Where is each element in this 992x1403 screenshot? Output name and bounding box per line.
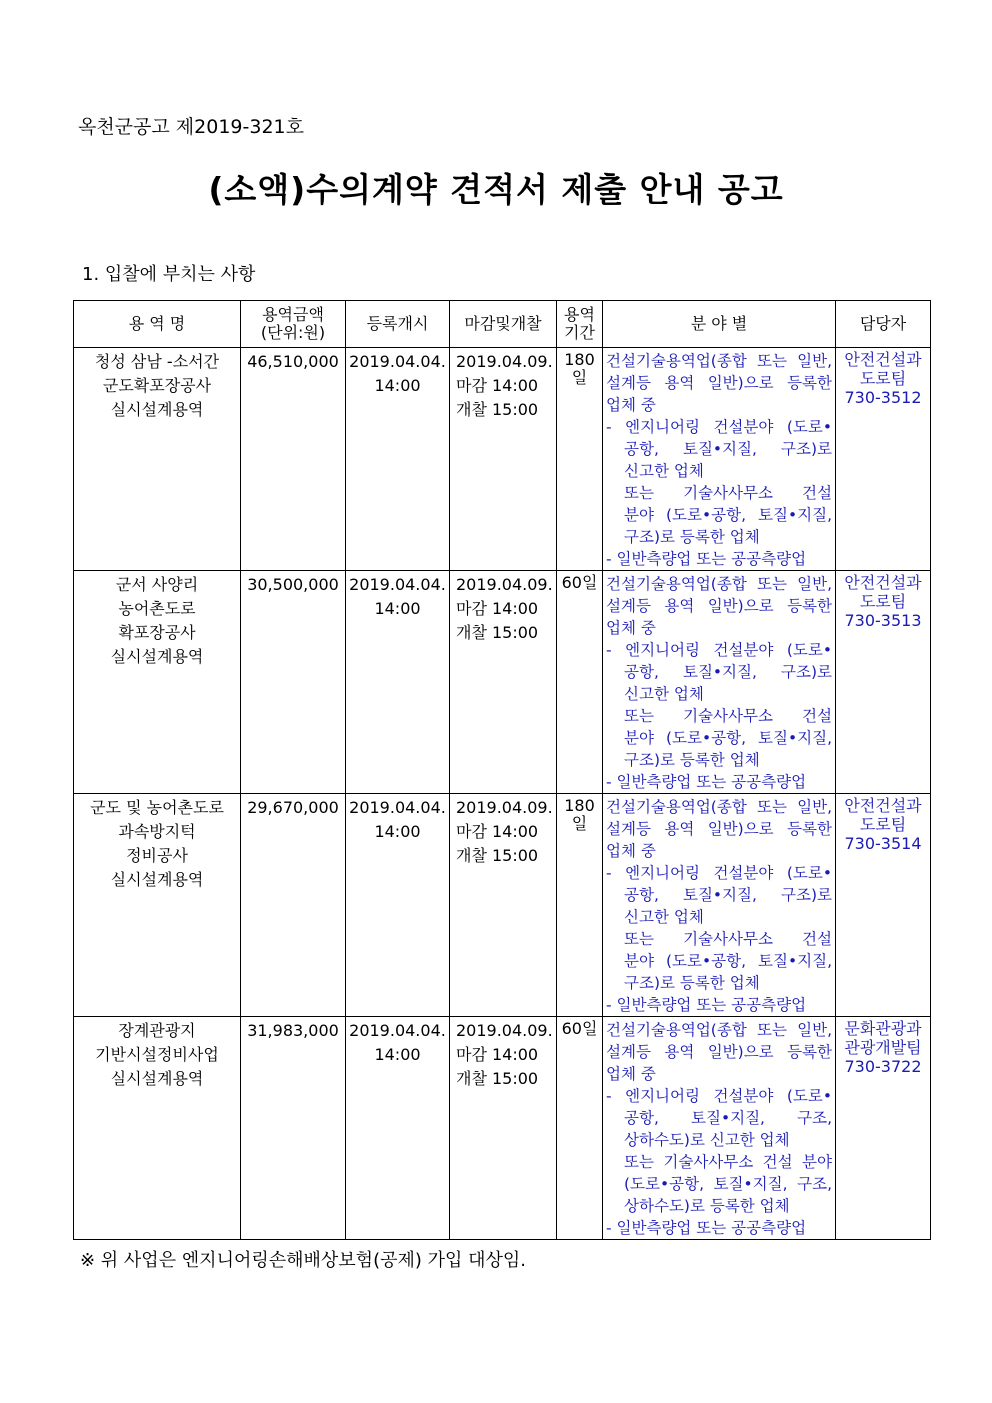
contact-line: 도로팀	[859, 815, 907, 834]
header-period-line1: 용역	[564, 305, 595, 324]
open-time: 개찰 15:00	[456, 846, 539, 865]
cell-contact	[836, 1017, 931, 1240]
field-line: 분야 (도로•공항, 토질•지질,	[624, 506, 832, 524]
contact-line: 730-3513	[844, 611, 922, 630]
field-line: 업체 중	[606, 619, 656, 637]
open-time: 개찰 15:00	[456, 1069, 539, 1088]
header-contact: 담당자	[836, 301, 931, 348]
contact-line: 도로팀	[859, 592, 907, 611]
cell-close-open	[450, 794, 557, 1017]
header-close-open: 마감및개찰	[450, 301, 557, 348]
cell-close-open	[450, 1017, 557, 1240]
field-line: 설계등 용역 일반)으로 등록한	[606, 1043, 832, 1061]
cell-service-name	[74, 348, 241, 571]
period-line: 180	[564, 350, 595, 369]
field-line: 상하수도)로 등록한 업체	[624, 1197, 790, 1215]
open-time: 개찰 15:00	[456, 400, 539, 419]
cell-amount: 29,670,000	[241, 794, 346, 1017]
field-line: 구조)로 등록한 업체	[624, 751, 760, 769]
name-line: 과속방지턱	[118, 822, 196, 841]
notice-number: 옥천군공고 제2019-321호	[78, 116, 304, 138]
cell-amount: 46,510,000	[241, 348, 346, 571]
name-line: 장계관광지	[118, 1021, 196, 1040]
close-time: 마감 14:00	[456, 599, 539, 618]
contact-line: 안전건설과	[844, 796, 922, 815]
table-row	[74, 571, 931, 794]
cell-field	[603, 794, 836, 1017]
table-row	[74, 794, 931, 1017]
field-line: 공항, 토질•지질, 구조)로	[624, 440, 832, 458]
field-line: (도로•공항, 토질•지질, 구조,	[624, 1175, 832, 1193]
field-line: 설계등 용역 일반)으로 등록한	[606, 597, 832, 615]
field-line: 공항, 토질•지질, 구조,	[624, 1109, 832, 1127]
field-line: - 일반측량업 또는 공공측량업	[606, 550, 807, 568]
name-line: 군서 사양리	[115, 575, 199, 594]
field-line: 또는 기술사사무소 건설 분야	[624, 1153, 832, 1171]
bid-table	[73, 300, 931, 1240]
page-title: (소액)수의계약 견적서 제출 안내 공고	[208, 170, 784, 209]
close-time: 마감 14:00	[456, 376, 539, 395]
field-line: 설계등 용역 일반)으로 등록한	[606, 820, 832, 838]
cell-field	[603, 571, 836, 794]
cell-service-name	[74, 794, 241, 1017]
field-line: - 일반측량업 또는 공공측량업	[606, 1219, 807, 1237]
cell-period	[557, 1017, 603, 1240]
field-line: 신고한 업체	[624, 908, 704, 926]
cell-contact	[836, 348, 931, 571]
reg-date: 2019.04.04.	[349, 1021, 446, 1040]
period-line: 60일	[561, 573, 598, 592]
reg-date: 2019.04.04.	[349, 575, 446, 594]
name-line: 실시설계용역	[110, 400, 204, 419]
field-line: 또는 기술사사무소 건설	[624, 707, 832, 725]
period-line: 60일	[561, 1019, 598, 1038]
field-line: 분야 (도로•공항, 토질•지질,	[624, 729, 832, 747]
close-date: 2019.04.09.	[456, 1021, 553, 1040]
close-date: 2019.04.09.	[456, 798, 553, 817]
header-name: 용 역 명	[74, 301, 241, 348]
section-heading: 1. 입찰에 부치는 사항	[82, 264, 256, 285]
cell-service-name	[74, 571, 241, 794]
field-line: - 일반측량업 또는 공공측량업	[606, 773, 807, 791]
field-line: 공항, 토질•지질, 구조)로	[624, 663, 832, 681]
contact-line: 안전건설과	[844, 573, 922, 592]
cell-period	[557, 348, 603, 571]
cell-close-open	[450, 571, 557, 794]
period-line: 일	[571, 368, 588, 387]
cell-registration	[346, 1017, 450, 1240]
field-line: - 엔지니어링 건설분야 (도로•	[606, 418, 832, 436]
field-line: 상하수도)로 신고한 업체	[624, 1131, 790, 1149]
header-amount	[241, 301, 346, 348]
close-date: 2019.04.09.	[456, 352, 553, 371]
cell-service-name	[74, 1017, 241, 1240]
field-line: 업체 중	[606, 842, 656, 860]
footnote: ※ 위 사업은 엔지니어링손해배상보험(공제) 가입 대상임.	[80, 1250, 526, 1271]
cell-field	[603, 1017, 836, 1240]
field-line: 구조)로 등록한 업체	[624, 528, 760, 546]
field-line: - 엔지니어링 건설분야 (도로•	[606, 1087, 832, 1105]
name-line: 실시설계용역	[110, 647, 204, 666]
reg-date: 2019.04.04.	[349, 798, 446, 817]
reg-time: 14:00	[374, 1045, 421, 1064]
cell-registration	[346, 571, 450, 794]
contact-line: 도로팀	[859, 369, 907, 388]
name-line: 실시설계용역	[110, 1069, 204, 1088]
contact-line: 730-3512	[844, 388, 922, 407]
name-line: 군도 및 농어촌도로	[90, 798, 224, 817]
name-line: 정비공사	[126, 846, 188, 865]
reg-time: 14:00	[374, 376, 421, 395]
field-line: 신고한 업체	[624, 685, 704, 703]
contact-line: 730-3722	[844, 1057, 922, 1076]
header-period-line2: 기간	[564, 323, 595, 342]
contact-line: 안전건설과	[844, 350, 922, 369]
header-amount-line2: (단위:원)	[260, 323, 326, 342]
field-line: 건설기술용역업(종합 또는 일반,	[606, 798, 832, 816]
cell-close-open	[450, 348, 557, 571]
field-line: - 일반측량업 또는 공공측량업	[606, 996, 807, 1014]
field-line: 건설기술용역업(종합 또는 일반,	[606, 575, 832, 593]
reg-time: 14:00	[374, 599, 421, 618]
reg-date: 2019.04.04.	[349, 352, 446, 371]
header-period	[557, 301, 603, 348]
name-line: 기반시설정비사업	[95, 1045, 219, 1064]
header-registration: 등록개시	[346, 301, 450, 348]
field-line: - 엔지니어링 건설분야 (도로•	[606, 864, 832, 882]
table-row	[74, 348, 931, 571]
header-amount-line1: 용역금액	[262, 305, 324, 324]
field-line: 또는 기술사사무소 건설	[624, 484, 832, 502]
cell-period	[557, 571, 603, 794]
field-line: 건설기술용역업(종합 또는 일반,	[606, 352, 832, 370]
cell-contact	[836, 571, 931, 794]
cell-amount: 31,983,000	[241, 1017, 346, 1240]
field-line: 구조)로 등록한 업체	[624, 974, 760, 992]
contact-line: 관광개발팀	[844, 1038, 922, 1057]
name-line: 확포장공사	[118, 623, 196, 642]
field-line: 신고한 업체	[624, 462, 704, 480]
name-line: 청성 삼남 -소서간	[94, 352, 220, 371]
cell-period	[557, 794, 603, 1017]
cell-contact	[836, 794, 931, 1017]
name-line: 농어촌도로	[118, 599, 196, 618]
field-line: - 엔지니어링 건설분야 (도로•	[606, 641, 832, 659]
reg-time: 14:00	[374, 822, 421, 841]
field-line: 공항, 토질•지질, 구조)로	[624, 886, 832, 904]
cell-registration	[346, 794, 450, 1017]
field-line: 업체 중	[606, 1065, 656, 1083]
name-line: 실시설계용역	[110, 870, 204, 889]
contact-line: 문화관광과	[844, 1019, 922, 1038]
field-line: 분야 (도로•공항, 토질•지질,	[624, 952, 832, 970]
field-line: 업체 중	[606, 396, 656, 414]
contact-line: 730-3514	[844, 834, 922, 853]
field-line: 또는 기술사사무소 건설	[624, 930, 832, 948]
close-date: 2019.04.09.	[456, 575, 553, 594]
period-line: 180	[564, 796, 595, 815]
open-time: 개찰 15:00	[456, 623, 539, 642]
period-line: 일	[571, 814, 588, 833]
close-time: 마감 14:00	[456, 822, 539, 841]
name-line: 군도확포장공사	[102, 376, 212, 395]
table-row	[74, 1017, 931, 1240]
field-line: 설계등 용역 일반)으로 등록한	[606, 374, 832, 392]
cell-registration	[346, 348, 450, 571]
cell-field	[603, 348, 836, 571]
field-line: 건설기술용역업(종합 또는 일반,	[606, 1021, 832, 1039]
header-field: 분 야 별	[603, 301, 836, 348]
table-header-row	[74, 301, 931, 348]
close-time: 마감 14:00	[456, 1045, 539, 1064]
cell-amount: 30,500,000	[241, 571, 346, 794]
